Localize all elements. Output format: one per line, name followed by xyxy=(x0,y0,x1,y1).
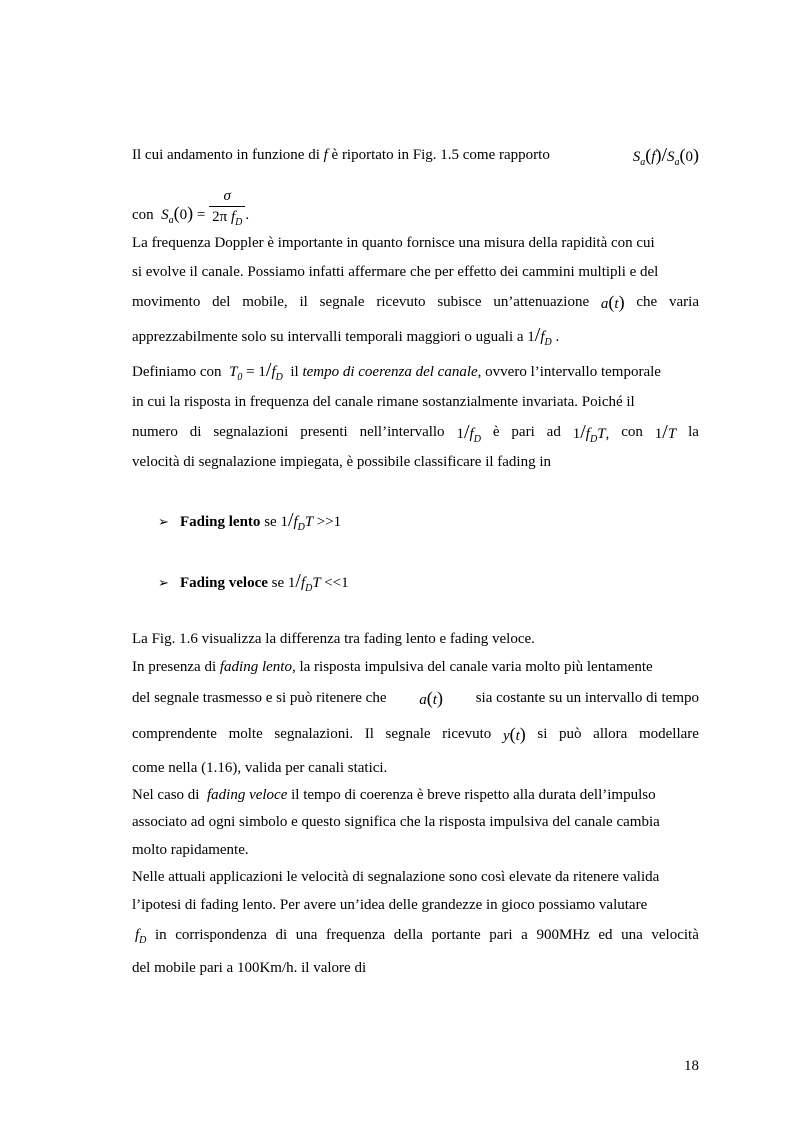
paragraph-line: in cui la risposta in frequenza del canale rimane sostanzialmente invariata. Poiché il xyxy=(132,394,635,410)
list-item: ➢ Fading lento se $1/f_DT >>1$ xyxy=(158,509,342,533)
arrow-bullet-icon: ➢ xyxy=(158,515,169,530)
page-number: 18 xyxy=(684,1058,699,1074)
formula-a-t: a(t) xyxy=(600,292,625,312)
formula-sa-ratio: $S_a(f)/S_a(0)$ xyxy=(632,144,699,168)
paragraph-line: La frequenza Doppler è importante in quanto fornisce una misura della rapidità con cui xyxy=(132,235,655,251)
paragraph-line: associato ad ogni simbolo e questo significa che la risposta impulsiva del canale cambia xyxy=(132,814,660,830)
paragraph-line: $f_D$ in corrispondenza di una frequenza della portante pari a 900MHz ed una velocità xyxy=(135,927,699,946)
paragraph-line: Nel caso di fading veloce il tempo di coerenza è breve rispetto alla durata dell’impulso xyxy=(132,787,656,803)
paragraph-line: molto rapidamente. xyxy=(132,842,249,858)
paragraph-line: Nelle attuali applicazioni le velocità di segnalazione sono così elevate da ritenere valida xyxy=(132,869,660,885)
paragraph-line: Il cui andamento in funzione di f è riportato in Fig. 1.5 come rapporto $S_a(f)/S_a(0)$ xyxy=(132,146,699,172)
paragraph-line: con $S_a(0)$ = $\frac{\sigma}{2\pi f_D}$ . xyxy=(132,188,250,228)
paragraph-line: come nella (1.16), valida per canali statici. xyxy=(132,760,388,776)
paragraph-line: l’ipotesi di fading lento. Per avere un’idea delle grandezze in gioco possiamo valutare xyxy=(132,897,648,913)
paragraph-line: numero di segnalazioni presenti nell’intervallo $1/f_D$ è pari ad $1/f_DT$, con 1/T la xyxy=(132,421,699,445)
formula-sa-zero: $S_a(0)$ = $\frac{\sigma}{2\pi f_D}$ xyxy=(161,207,245,223)
paragraph-line: In presenza di fading lento, la risposta impulsiva del canale varia molto più lentamente xyxy=(132,659,653,675)
paragraph-line: del segnale trasmesso e si può ritenere che a(t) sia costante su un intervallo di tempo xyxy=(132,688,699,708)
paragraph-line: si evolve il canale. Possiamo infatti affermare che per effetto dei cammini multipli e del xyxy=(132,264,659,280)
formula-t0: $T_0 = 1/f_D$ xyxy=(229,359,283,383)
arrow-bullet-icon: ➢ xyxy=(158,576,169,591)
paragraph-line: velocità di segnalazione impiegata, è possibile classificare il fading in xyxy=(132,454,552,470)
paragraph-line: comprendente molte segnalazioni. Il segnale ricevuto y(t) si può allora modellare xyxy=(132,724,699,744)
paragraph-line: del mobile pari a 100Km/h. il valore di xyxy=(132,960,367,976)
paragraph-line: apprezzabilmente solo su intervalli temporali maggiori o uguali a $1/f_D$ . xyxy=(132,324,560,348)
formula-y-t: y(t) xyxy=(502,724,526,744)
paragraph-line: La Fig. 1.6 visualizza la differenza tra fading lento e fading veloce. xyxy=(132,631,535,647)
paragraph-line: Definiamo con $T_0 = 1/f_D$ il tempo di coerenza del canale, ovvero l’intervallo temporale xyxy=(132,359,661,383)
paragraph-line: movimento del mobile, il segnale ricevuto subisce un’attenuazione a(t) che varia xyxy=(132,292,699,312)
list-item: ➢ Fading veloce se $1/f_DT <<1$ xyxy=(158,570,349,594)
